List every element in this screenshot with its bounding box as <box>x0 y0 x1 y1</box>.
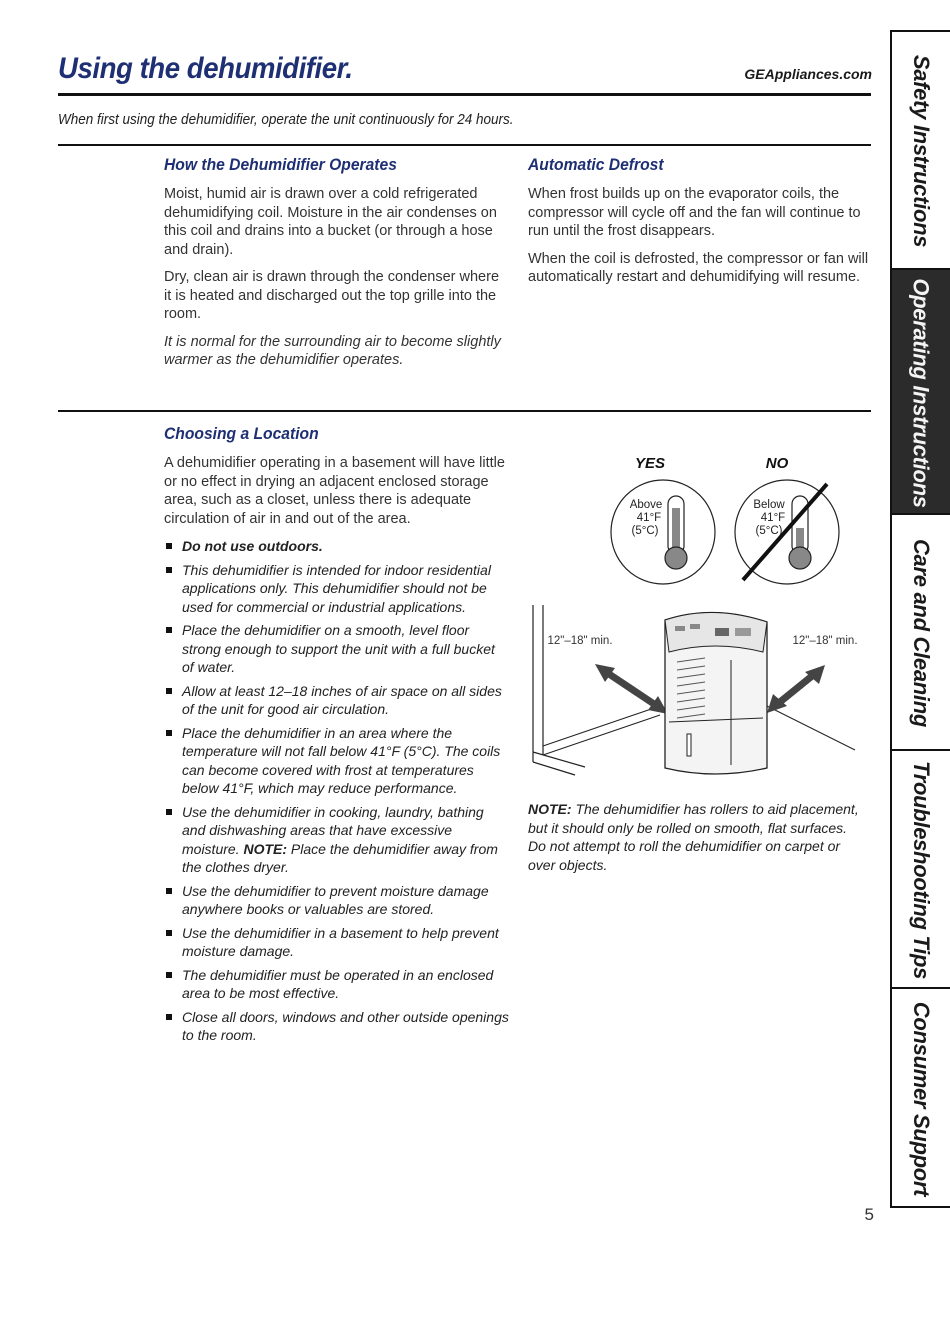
operates-heading: How the Dehumidifier Operates <box>164 155 397 174</box>
above-label: Above <box>629 499 663 511</box>
location-bullets <box>164 537 509 1050</box>
note-text: The dehumidifier has rollers to aid placement, but it should only be rolled on smooth, flat surfaces. Do not attempt to roll the dehumidifier on carpet or over objects. <box>528 801 859 873</box>
tab-safety-instructions[interactable] <box>892 30 950 270</box>
yes-thermometer-icon <box>611 480 715 584</box>
tab-label: Safety Instructions <box>909 54 934 248</box>
temp-f-label: 41°F <box>760 512 786 524</box>
list-item: Use the dehumidifier to prevent moisture damage anywhere books or valuables are stored. <box>164 882 509 919</box>
yes-label: YES <box>634 455 666 472</box>
tab-troubleshooting-tips[interactable] <box>892 749 950 989</box>
clearance-arrow-icon <box>767 665 825 713</box>
list-item: Do not use outdoors. <box>164 537 509 556</box>
list-item: Place the dehumidifier on a smooth, level floor strong enough to support the unit with a full bucket of water. <box>164 621 509 677</box>
thermometer-figure <box>525 448 870 588</box>
list-item: Place the dehumidifier in an area where the temperature will not fall below 41°F (5°C). The coils can become covered with frost at temperatures below 41°F, which may reduce performance. <box>164 724 509 798</box>
note-label: NOTE: <box>243 840 288 857</box>
section-rule <box>58 144 871 146</box>
list-item: Allow at least 12–18 inches of air space on all sides of the unit for good air circulation. <box>164 682 509 719</box>
operates-paragraph: Dry, clean air is drawn through the condenser where it is heated and discharged out the top grille into the room. <box>164 269 500 322</box>
temp-c-label: (5°C) <box>755 525 783 537</box>
placement-figure <box>525 600 870 785</box>
operates-body <box>164 185 504 379</box>
website-link[interactable]: GEAppliances.com <box>744 66 872 82</box>
tab-operating-instructions[interactable] <box>892 268 950 515</box>
below-label: Below <box>753 499 785 511</box>
no-thermometer-icon <box>735 480 839 584</box>
list-item-text: Use the dehumidifier in cooking, laundry, bathing and dishwashing areas that have excessive moisture. <box>182 803 484 857</box>
operates-paragraph: Moist, humid air is drawn over a cold refrigerated dehumidifying coil. Moisture in the air condenses on this coil and drains into a bucket (or through a hose and drain). <box>164 186 497 258</box>
no-label: NO <box>765 455 789 472</box>
defrost-paragraph: When frost builds up on the evaporator coils, the compressor will cycle off and the fan will continue to run until the frost disappears. <box>528 186 861 239</box>
operates-note: It is normal for the surrounding air to become slightly warmer as the dehumidifier operates. <box>164 333 501 368</box>
tab-label: Troubleshooting Tips <box>909 760 935 980</box>
list-item: Close all doors, windows and other outside openings to the room. <box>164 1008 509 1045</box>
defrost-paragraph: When the coil is defrosted, the compressor or fan will automatically restart and dehumidifying will resume. <box>528 250 869 285</box>
note-text: Place the dehumidifier away from the clothes dryer. <box>182 840 498 875</box>
list-item: Use the dehumidifier in a basement to help prevent moisture damage. <box>164 924 509 961</box>
temp-c-label: (5°C) <box>631 525 659 537</box>
list-item <box>164 803 509 877</box>
intro-text: When first using the dehumidifier, operate the unit continuously for 24 hours. <box>58 111 514 128</box>
note-label: NOTE: <box>528 801 572 817</box>
header-rule <box>58 93 871 96</box>
left-clearance-label: 12"–18" min. <box>547 635 613 647</box>
defrost-heading: Automatic Defrost <box>528 155 664 174</box>
page-number: 5 <box>864 1205 874 1224</box>
figure-note <box>528 800 868 874</box>
dehumidifier-unit-icon <box>665 612 767 774</box>
tab-label: Operating Instructions <box>909 277 934 508</box>
page-title: Using the dehumidifier. <box>58 52 353 85</box>
right-clearance-label: 12"–18" min. <box>792 635 858 647</box>
tab-consumer-support[interactable] <box>892 987 950 1208</box>
section-tabs <box>890 30 950 1208</box>
list-item: This dehumidifier is intended for indoor residential applications only. This dehumidifier should not be used for commercial or industrial applications. <box>164 561 509 617</box>
tab-label: Consumer Support <box>909 1001 934 1196</box>
tab-care-and-cleaning[interactable] <box>892 513 950 751</box>
list-item: The dehumidifier must be operated in an enclosed area to be most effective. <box>164 966 509 1003</box>
tab-label: Care and Cleaning <box>909 538 934 728</box>
section-rule <box>58 410 871 412</box>
location-intro: A dehumidifier operating in a basement will have little or no effect in drying an adjacent enclosed storage area, such as a closet, unless there is adequate circulation of air in and out of the area. <box>164 455 505 527</box>
temp-f-label: 41°F <box>636 512 662 524</box>
clearance-arrow-icon <box>595 664 668 714</box>
defrost-body <box>528 185 870 296</box>
location-heading: Choosing a Location <box>164 424 319 443</box>
